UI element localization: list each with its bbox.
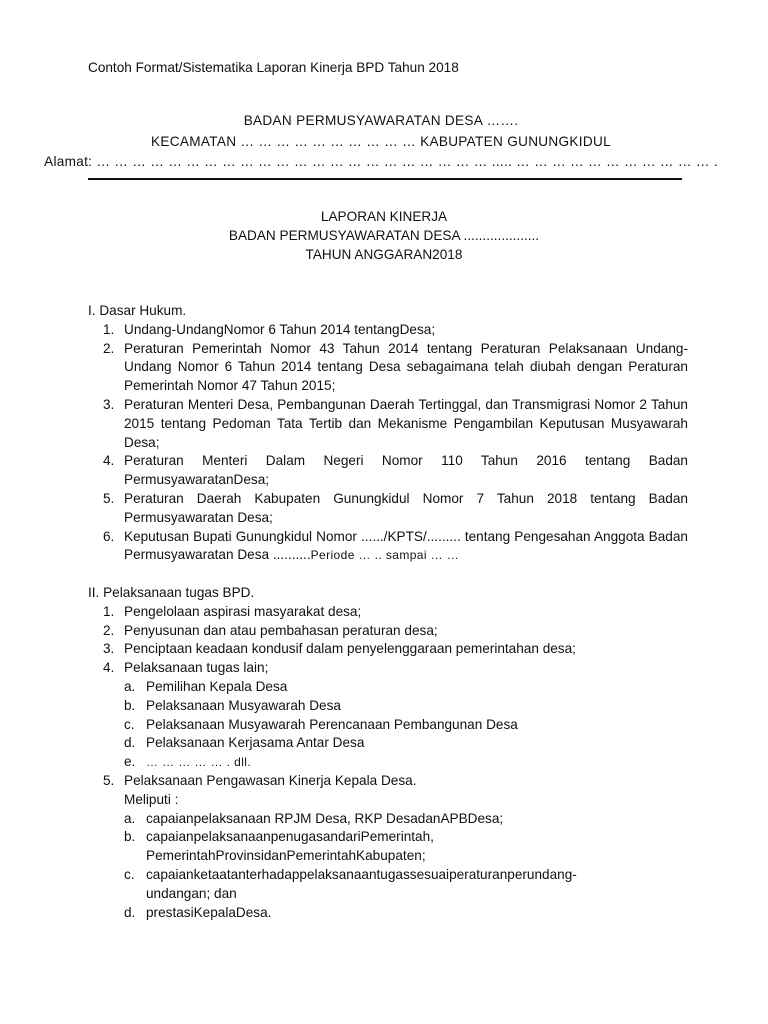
report-title-line-3: TAHUN ANGGARAN2018: [305, 247, 463, 262]
list-item: d. prestasiKepalaDesa.: [124, 904, 272, 920]
list-item: 3. Peraturan Menteri Desa, Pembangunan Daerah Tertinggal, dan Transmigrasi Nomor 2 Tahun 2015 tentang Pedoman Tata Tertib dan Mekanisme Pengambilan Keputusan Musyawarah Desa;: [103, 396, 688, 450]
section-pelaksanaan-tugas: [88, 584, 688, 922]
supervision-sublist: [124, 810, 688, 923]
list-item: 3. Penciptaan keadaan kondusif dalam penyelenggaraan pemerintahan desa;: [103, 641, 576, 657]
legal-basis-list: [88, 321, 688, 565]
section-1-heading: I. Dasar Hukum.: [88, 303, 187, 318]
list-item: a. Pemilihan Kepala Desa: [124, 678, 288, 694]
list-item: 4. Peraturan Menteri Dalam Negeri Nomor 110 Tahun 2016 tentang Badan PermusyawaratanDesa;: [103, 453, 688, 488]
letterhead-line-1: BADAN PERMUSYAWARATAN DESA …….: [243, 113, 519, 128]
report-title-line-1: LAPORAN KINERJA: [320, 209, 448, 224]
list-item: b. Pelaksanaan Musyawarah Desa: [124, 697, 341, 713]
list-item: 2. Penyusunan dan atau pembahasan peraturan desa;: [103, 622, 438, 638]
other-tasks-sublist: [124, 678, 688, 772]
list-item: b. capaianpelaksanaanpenugasandariPemerintah, PemerintahProvinsidanPemerintahKabupaten;: [124, 829, 434, 864]
meliputi-label: Meliputi :: [124, 791, 179, 807]
list-item: a. capaianpelaksanaan RPJM Desa, RKP DesadanAPBDesa;: [124, 810, 504, 826]
section-dasar-hukum: [88, 302, 688, 565]
list-item: c. capaianketaatanterhadappelaksanaantugassesuaiperaturanperundang-undangan; dan: [124, 866, 577, 901]
list-item: 4. Pelaksanaan tugas lain; a. Pemilihan Kepala Desa b. Pelaksanaan Musyawarah Desa c. Pelaksanaan Musyawarah Perencanaan Pembangunan Desa d. Pelaksanaan Kerjasama Antar Desa e. … … … … … . dll.: [88, 659, 688, 772]
list-item: c. Pelaksanaan Musyawarah Perencanaan Pembangunan Desa: [124, 716, 518, 732]
report-title-line-2: BADAN PERMUSYAWARATAN DESA ....................: [228, 228, 540, 243]
section-2-heading: II. Pelaksanaan tugas BPD.: [88, 585, 255, 600]
list-item: 5. Peraturan Daerah Kabupaten Gunungkidul Nomor 7 Tahun 2018 tentang Badan Permusyawaratan Desa;: [103, 490, 688, 525]
letterhead-kabupaten-name: GUNUNGKIDUL: [507, 134, 611, 149]
list-item: 5. Pelaksanaan Pengawasan Kinerja Kepala Desa. Meliputi : a. capaianpelaksanaan RPJM Desa, RKP DesadanAPBDesa; b. capaianpelaksanaanpenugasandariPemerintah, PemerintahProvinsidanPemerintahKabupaten; c. capaianketaatanterhadappelaksanaantugassesuaiperaturanperundang-undangan; dan d. prestasiKepalaDesa.: [88, 772, 688, 922]
tasks-list: [88, 603, 688, 923]
letterhead-kecamatan: KECAMATAN … … … … … … … … … … KABUPATEN: [151, 134, 504, 149]
list-item: 6. Keputusan Bupati Gunungkidul Nomor ....../KPTS/......... tentang Pengesahan Anggota Badan Permusyawaratan Desa ..........Periode … .. sampai … …: [103, 528, 688, 563]
list-item: e. … … … … … . dll.: [124, 754, 252, 770]
list-item: 1. Undang-UndangNomor 6 Tahun 2014 tentangDesa;: [103, 321, 436, 337]
periode-text: Periode … .. sampai … …: [310, 548, 460, 563]
header-note: Contoh Format/Sistematika Laporan Kinerja BPD Tahun 2018: [88, 60, 459, 75]
letterhead-address: Alamat: … … … … … … … … … … … … … … … … … … … … … … ..... … … … … … … … … … … … .: [44, 154, 718, 169]
letterhead-line-2: [0, 133, 765, 152]
list-item: d. Pelaksanaan Kerjasama Antar Desa: [124, 735, 365, 751]
letterhead-divider: [88, 178, 682, 180]
list-item: 2. Peraturan Pemerintah Nomor 43 Tahun 2014 tentang Peraturan Pelaksanaan Undang-Undang Nomor 6 Tahun 2014 tentang Desa sebagaimana telah diubah dengan Peraturan Pemerintah Nomor 47 Tahun 2015;: [103, 340, 688, 394]
list-item: 1. Pengelolaan aspirasi masyarakat desa;: [103, 603, 362, 619]
